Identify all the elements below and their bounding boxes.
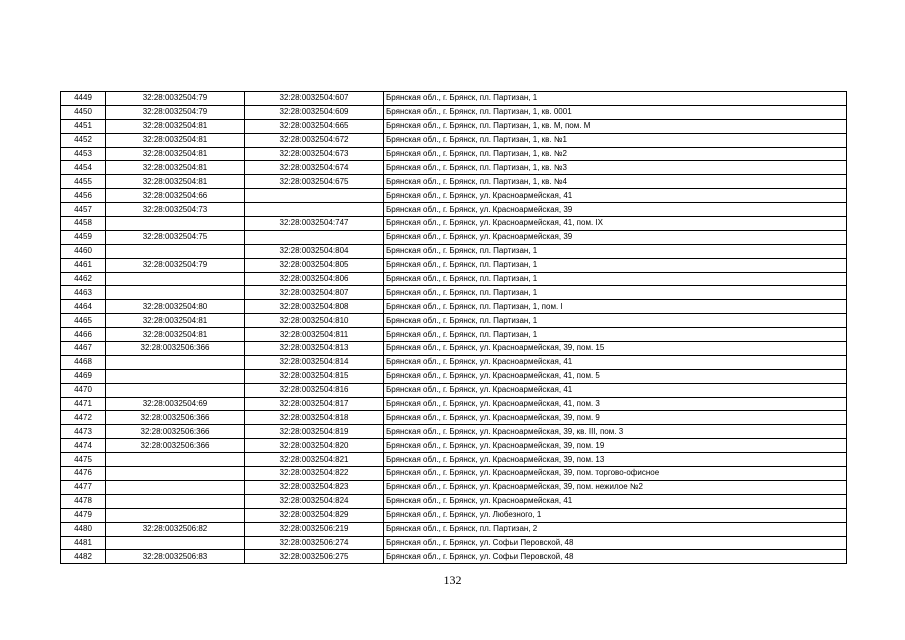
- table-row: [61, 314, 847, 328]
- table-row: [61, 175, 847, 189]
- row-number-cell: 4472: [61, 411, 106, 425]
- row-number-cell: 4460: [61, 244, 106, 258]
- object-cadastral-number-cell: [245, 203, 384, 217]
- table-row: [61, 383, 847, 397]
- address-cell: Брянская обл., г. Брянск, ул. Красноармейская, 39, кв. III, пом. 3: [384, 425, 847, 439]
- row-number-cell: 4469: [61, 369, 106, 383]
- land-cadastral-number-cell: [106, 217, 245, 231]
- row-number-cell: 4466: [61, 328, 106, 342]
- table-row: [61, 494, 847, 508]
- land-cadastral-number-cell: [106, 508, 245, 522]
- object-cadastral-number-cell: 32:28:0032504:609: [245, 105, 384, 119]
- object-cadastral-number-cell: 32:28:0032504:674: [245, 161, 384, 175]
- row-number-cell: 4480: [61, 522, 106, 536]
- table-row: [61, 147, 847, 161]
- object-cadastral-number-cell: 32:28:0032504:806: [245, 272, 384, 286]
- object-cadastral-number-cell: 32:28:0032506:219: [245, 522, 384, 536]
- address-cell: Брянская обл., г. Брянск, пл. Партизан, 1, кв. М, пом. М: [384, 119, 847, 133]
- table-row: [61, 369, 847, 383]
- row-number-cell: 4455: [61, 175, 106, 189]
- table-row: [61, 217, 847, 231]
- land-cadastral-number-cell: 32:28:0032504:81: [106, 119, 245, 133]
- object-cadastral-number-cell: 32:28:0032506:274: [245, 536, 384, 550]
- address-cell: Брянская обл., г. Брянск, ул. Красноармейская, 41, пом. 3: [384, 397, 847, 411]
- object-cadastral-number-cell: 32:28:0032506:275: [245, 550, 384, 564]
- address-cell: Брянская обл., г. Брянск, ул. Красноармейская, 39, пом. торгово-офисное: [384, 467, 847, 481]
- address-cell: Брянская обл., г. Брянск, пл. Партизан, 1: [384, 272, 847, 286]
- land-cadastral-number-cell: [106, 494, 245, 508]
- row-number-cell: 4458: [61, 217, 106, 231]
- property-registry-table: [60, 91, 847, 564]
- row-number-cell: 4470: [61, 383, 106, 397]
- object-cadastral-number-cell: 32:28:0032504:813: [245, 342, 384, 356]
- table-row: [61, 300, 847, 314]
- land-cadastral-number-cell: 32:28:0032504:81: [106, 175, 245, 189]
- land-cadastral-number-cell: [106, 453, 245, 467]
- table-row: [61, 536, 847, 550]
- object-cadastral-number-cell: 32:28:0032504:815: [245, 369, 384, 383]
- land-cadastral-number-cell: 32:28:0032506:366: [106, 342, 245, 356]
- table-row: [61, 550, 847, 564]
- object-cadastral-number-cell: 32:28:0032504:807: [245, 286, 384, 300]
- land-cadastral-number-cell: 32:28:0032504:81: [106, 314, 245, 328]
- land-cadastral-number-cell: 32:28:0032504:66: [106, 189, 245, 203]
- land-cadastral-number-cell: 32:28:0032504:75: [106, 230, 245, 244]
- object-cadastral-number-cell: 32:28:0032504:675: [245, 175, 384, 189]
- page-number: 132: [443, 573, 462, 587]
- object-cadastral-number-cell: 32:28:0032504:821: [245, 453, 384, 467]
- object-cadastral-number-cell: 32:28:0032504:804: [245, 244, 384, 258]
- table-row: [61, 425, 847, 439]
- land-cadastral-number-cell: 32:28:0032506:82: [106, 522, 245, 536]
- address-cell: Брянская обл., г. Брянск, пл. Партизан, 1, кв. №1: [384, 133, 847, 147]
- table-row: [61, 355, 847, 369]
- address-cell: Брянская обл., г. Брянск, пл. Партизан, 1: [384, 92, 847, 106]
- object-cadastral-number-cell: 32:28:0032504:820: [245, 439, 384, 453]
- table-row: [61, 203, 847, 217]
- row-number-cell: 4457: [61, 203, 106, 217]
- address-cell: Брянская обл., г. Брянск, ул. Красноармейская, 41: [384, 383, 847, 397]
- address-cell: Брянская обл., г. Брянск, ул. Красноармейская, 41: [384, 494, 847, 508]
- row-number-cell: 4461: [61, 258, 106, 272]
- table-body: [61, 92, 847, 564]
- object-cadastral-number-cell: 32:28:0032504:607: [245, 92, 384, 106]
- row-number-cell: 4467: [61, 342, 106, 356]
- row-number-cell: 4464: [61, 300, 106, 314]
- land-cadastral-number-cell: 32:28:0032504:79: [106, 105, 245, 119]
- address-cell: Брянская обл., г. Брянск, пл. Партизан, 1, кв. 0001: [384, 105, 847, 119]
- table-row: [61, 92, 847, 106]
- object-cadastral-number-cell: 32:28:0032504:811: [245, 328, 384, 342]
- address-cell: Брянская обл., г. Брянск, пл. Партизан, 1: [384, 328, 847, 342]
- land-cadastral-number-cell: 32:28:0032504:79: [106, 92, 245, 106]
- table-row: [61, 189, 847, 203]
- object-cadastral-number-cell: 32:28:0032504:819: [245, 425, 384, 439]
- address-cell: Брянская обл., г. Брянск, ул. Красноармейская, 39: [384, 230, 847, 244]
- address-cell: Брянская обл., г. Брянск, ул. Любезного, 1: [384, 508, 847, 522]
- object-cadastral-number-cell: 32:28:0032504:814: [245, 355, 384, 369]
- object-cadastral-number-cell: 32:28:0032504:665: [245, 119, 384, 133]
- object-cadastral-number-cell: 32:28:0032504:823: [245, 480, 384, 494]
- row-number-cell: 4456: [61, 189, 106, 203]
- land-cadastral-number-cell: 32:28:0032504:73: [106, 203, 245, 217]
- object-cadastral-number-cell: 32:28:0032504:808: [245, 300, 384, 314]
- object-cadastral-number-cell: 32:28:0032504:817: [245, 397, 384, 411]
- table-row: [61, 258, 847, 272]
- row-number-cell: 4450: [61, 105, 106, 119]
- object-cadastral-number-cell: 32:28:0032504:816: [245, 383, 384, 397]
- table-row: [61, 342, 847, 356]
- land-cadastral-number-cell: 32:28:0032504:81: [106, 328, 245, 342]
- table-row: [61, 230, 847, 244]
- object-cadastral-number-cell: 32:28:0032504:672: [245, 133, 384, 147]
- row-number-cell: 4471: [61, 397, 106, 411]
- land-cadastral-number-cell: 32:28:0032504:81: [106, 147, 245, 161]
- table-row: [61, 439, 847, 453]
- land-cadastral-number-cell: [106, 480, 245, 494]
- row-number-cell: 4449: [61, 92, 106, 106]
- object-cadastral-number-cell: [245, 189, 384, 203]
- land-cadastral-number-cell: 32:28:0032504:81: [106, 161, 245, 175]
- table-row: [61, 328, 847, 342]
- object-cadastral-number-cell: 32:28:0032504:805: [245, 258, 384, 272]
- row-number-cell: 4459: [61, 230, 106, 244]
- table-row: [61, 397, 847, 411]
- address-cell: Брянская обл., г. Брянск, ул. Красноармейская, 39, пом. 9: [384, 411, 847, 425]
- land-cadastral-number-cell: [106, 536, 245, 550]
- address-cell: Брянская обл., г. Брянск, ул. Красноармейская, 39, пом. 19: [384, 439, 847, 453]
- address-cell: Брянская обл., г. Брянск, ул. Красноармейская, 41: [384, 189, 847, 203]
- table-row: [61, 522, 847, 536]
- land-cadastral-number-cell: 32:28:0032504:79: [106, 258, 245, 272]
- address-cell: Брянская обл., г. Брянск, ул. Софьи Перовской, 48: [384, 536, 847, 550]
- land-cadastral-number-cell: 32:28:0032504:69: [106, 397, 245, 411]
- object-cadastral-number-cell: 32:28:0032504:673: [245, 147, 384, 161]
- object-cadastral-number-cell: 32:28:0032504:822: [245, 467, 384, 481]
- object-cadastral-number-cell: 32:28:0032504:747: [245, 217, 384, 231]
- address-cell: Брянская обл., г. Брянск, пл. Партизан, 1: [384, 244, 847, 258]
- row-number-cell: 4479: [61, 508, 106, 522]
- table-row: [61, 119, 847, 133]
- land-cadastral-number-cell: [106, 244, 245, 258]
- table-row: [61, 467, 847, 481]
- row-number-cell: 4478: [61, 494, 106, 508]
- address-cell: Брянская обл., г. Брянск, ул. Красноармейская, 39, пом. 15: [384, 342, 847, 356]
- land-cadastral-number-cell: [106, 369, 245, 383]
- row-number-cell: 4463: [61, 286, 106, 300]
- address-cell: Брянская обл., г. Брянск, пл. Партизан, 1: [384, 314, 847, 328]
- land-cadastral-number-cell: 32:28:0032506:83: [106, 550, 245, 564]
- land-cadastral-number-cell: [106, 383, 245, 397]
- address-cell: Брянская обл., г. Брянск, ул. Красноармейская, 39, пом. нежилое №2: [384, 480, 847, 494]
- table-row: [61, 105, 847, 119]
- land-cadastral-number-cell: 32:28:0032504:80: [106, 300, 245, 314]
- land-cadastral-number-cell: 32:28:0032504:81: [106, 133, 245, 147]
- row-number-cell: 4453: [61, 147, 106, 161]
- table-row: [61, 286, 847, 300]
- row-number-cell: 4465: [61, 314, 106, 328]
- land-cadastral-number-cell: [106, 286, 245, 300]
- object-cadastral-number-cell: 32:28:0032504:829: [245, 508, 384, 522]
- address-cell: Брянская обл., г. Брянск, пл. Партизан, 1: [384, 258, 847, 272]
- address-cell: Брянская обл., г. Брянск, ул. Красноармейская, 39: [384, 203, 847, 217]
- land-cadastral-number-cell: 32:28:0032506:366: [106, 411, 245, 425]
- address-cell: Брянская обл., г. Брянск, ул. Красноармейская, 41, пом. 5: [384, 369, 847, 383]
- row-number-cell: 4451: [61, 119, 106, 133]
- row-number-cell: 4473: [61, 425, 106, 439]
- address-cell: Брянская обл., г. Брянск, ул. Софьи Перовской, 48: [384, 550, 847, 564]
- row-number-cell: 4454: [61, 161, 106, 175]
- table-row: [61, 453, 847, 467]
- address-cell: Брянская обл., г. Брянск, ул. Красноармейская, 41: [384, 355, 847, 369]
- row-number-cell: 4482: [61, 550, 106, 564]
- table-row: [61, 133, 847, 147]
- row-number-cell: 4477: [61, 480, 106, 494]
- address-cell: Брянская обл., г. Брянск, пл. Партизан, 1, кв. №4: [384, 175, 847, 189]
- land-cadastral-number-cell: [106, 467, 245, 481]
- table-row: [61, 411, 847, 425]
- row-number-cell: 4475: [61, 453, 106, 467]
- row-number-cell: 4468: [61, 355, 106, 369]
- address-cell: Брянская обл., г. Брянск, пл. Партизан, 1, пом. I: [384, 300, 847, 314]
- object-cadastral-number-cell: 32:28:0032504:818: [245, 411, 384, 425]
- table-row: [61, 244, 847, 258]
- row-number-cell: 4476: [61, 467, 106, 481]
- address-cell: Брянская обл., г. Брянск, ул. Красноармейская, 39, пом. 13: [384, 453, 847, 467]
- address-cell: Брянская обл., г. Брянск, пл. Партизан, 1, кв. №2: [384, 147, 847, 161]
- object-cadastral-number-cell: [245, 230, 384, 244]
- row-number-cell: 4452: [61, 133, 106, 147]
- table-row: [61, 272, 847, 286]
- address-cell: Брянская обл., г. Брянск, ул. Красноармейская, 41, пом. IX: [384, 217, 847, 231]
- address-cell: Брянская обл., г. Брянск, пл. Партизан, 1: [384, 286, 847, 300]
- table-row: [61, 480, 847, 494]
- address-cell: Брянская обл., г. Брянск, пл. Партизан, 2: [384, 522, 847, 536]
- address-cell: Брянская обл., г. Брянск, пл. Партизан, 1, кв. №3: [384, 161, 847, 175]
- land-cadastral-number-cell: [106, 355, 245, 369]
- row-number-cell: 4481: [61, 536, 106, 550]
- land-cadastral-number-cell: 32:28:0032506:366: [106, 425, 245, 439]
- land-cadastral-number-cell: [106, 272, 245, 286]
- land-cadastral-number-cell: 32:28:0032506:366: [106, 439, 245, 453]
- object-cadastral-number-cell: 32:28:0032504:824: [245, 494, 384, 508]
- object-cadastral-number-cell: 32:28:0032504:810: [245, 314, 384, 328]
- row-number-cell: 4474: [61, 439, 106, 453]
- row-number-cell: 4462: [61, 272, 106, 286]
- table-row: [61, 161, 847, 175]
- table-row: [61, 508, 847, 522]
